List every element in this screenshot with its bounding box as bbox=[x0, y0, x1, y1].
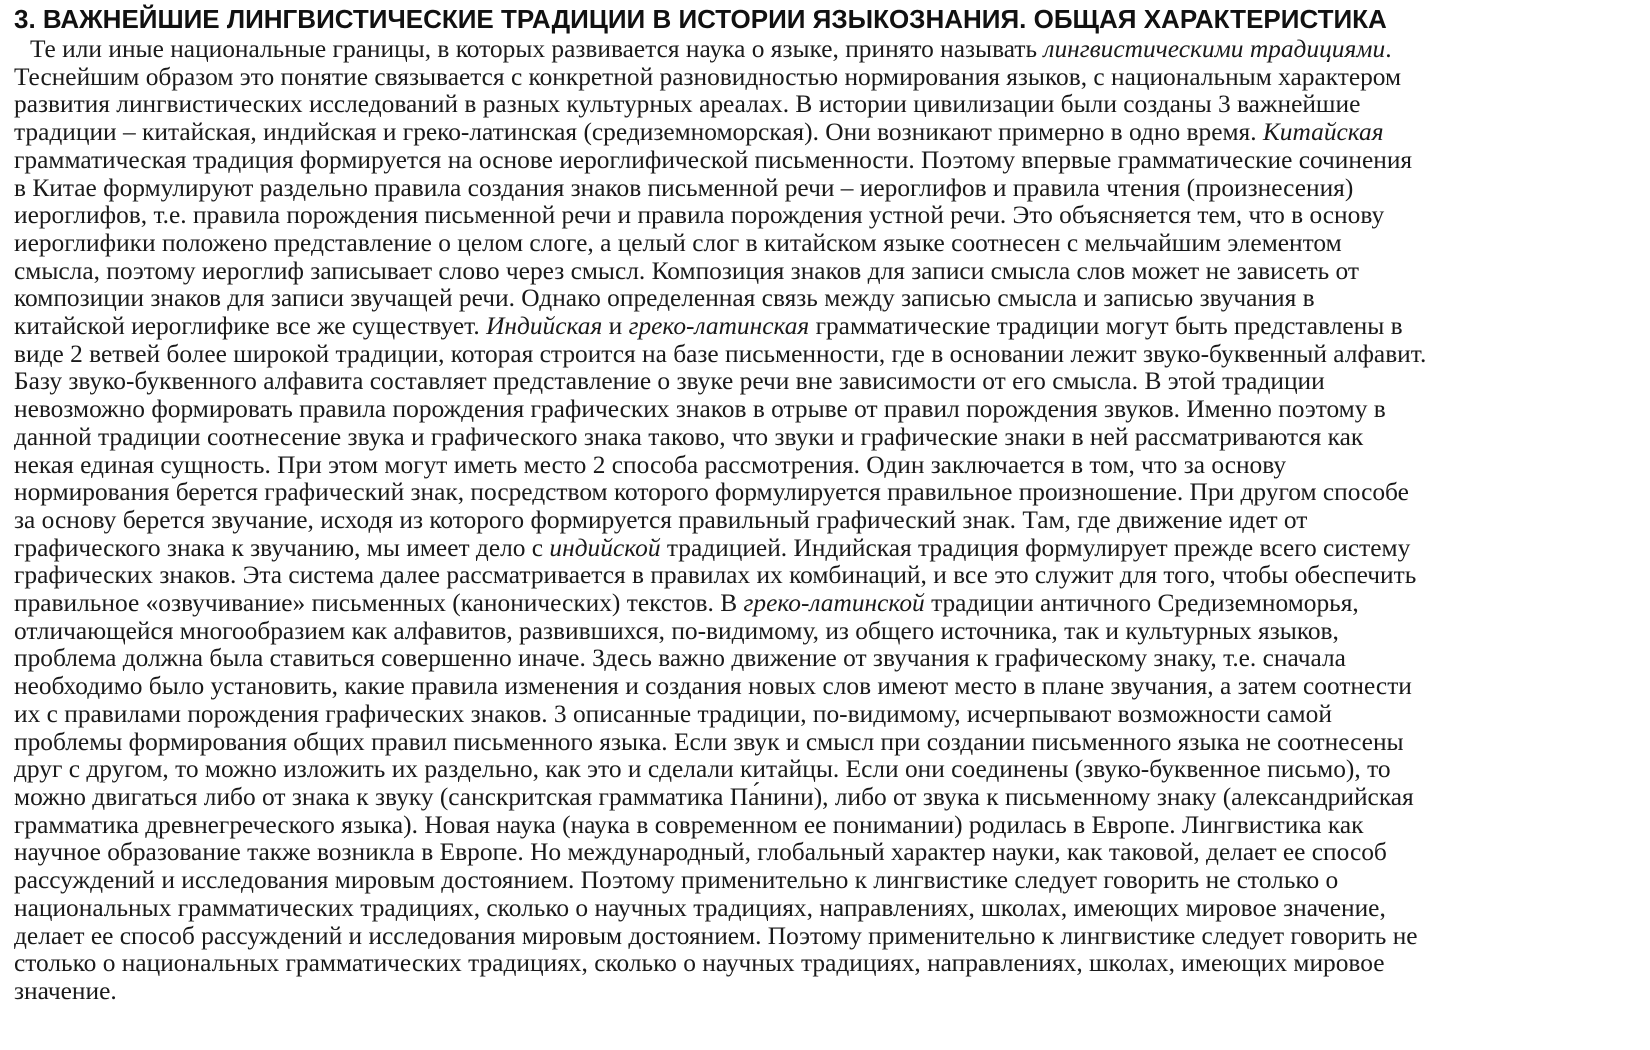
italic-term: индийской bbox=[549, 533, 661, 562]
text-line: Те или иные национальные границы, в которых развивается наука о языке, принято называть лингвистическими традициями. bbox=[30, 35, 1392, 63]
text-line: необходимо было установить, какие правила изменения и создания новых слов имеют место в плане звучания, а затем соотнести bbox=[14, 672, 1412, 701]
text-line: данной традиции соотнесение звука и графического знака таково, что звуки и графические знаки в ней рассматриваются как bbox=[14, 422, 1364, 451]
italic-term: греко-латинской bbox=[743, 589, 925, 618]
text-line: нормирования берется графический знак, посредством которого формулируется правильное произношение. При другом способе bbox=[14, 478, 1409, 507]
italic-term: Китайская bbox=[1262, 118, 1384, 147]
document-page bbox=[14, 2, 1638, 1006]
text-line: рассуждений и исследования мировым достоянием. Поэтому применительно к лингвистике следует говорить не столько о bbox=[14, 866, 1339, 895]
text-line: грамматика древнегреческого языка). Новая наука (наука в современном ее понимании) родилась в Европе. Лингвистика как bbox=[14, 810, 1364, 839]
text-line: иероглифики положено представление о целом слоге, а целый слог в китайском языке соотнесен с мельчайшим элементом bbox=[14, 228, 1342, 257]
text-line: делает ее способ рассуждений и исследования мировым достоянием. Поэтому применительно к лингвистике следует говорить не bbox=[14, 921, 1418, 950]
italic-term: греко-латинская bbox=[628, 312, 810, 341]
body-paragraph bbox=[14, 36, 1638, 1006]
text-line: смысла, поэтому иероглиф записывает слово через смысл. Композиция знаков для записи смысла слов может не зависеть от bbox=[14, 256, 1359, 285]
text-line: китайской иероглифике все же существует. Индийская и греко-латинская грамматические традиции могут быть представлены в bbox=[14, 312, 1403, 341]
text-line: их с правилами порождения графических знаков. 3 описанные традиции, по-видимому, исчерпывают возможности самой bbox=[14, 699, 1332, 728]
text-line: невозможно формировать правила порождения графических знаков в отрыве от правил порождения звуков. Именно поэтому в bbox=[14, 395, 1386, 424]
text-line: композиции знаков для записи звучащей речи. Однако определенная связь между записью смысла и записью звучания в bbox=[14, 284, 1315, 313]
text-line: столько о национальных грамматических традициях, сколько о научных традициях, направлениях, школах, имеющих мировое bbox=[14, 949, 1385, 978]
text-line: научное образование также возникла в Европе. Но международный, глобальный характер науки, как таковой, делает ее способ bbox=[14, 838, 1387, 867]
text-line: друг с другом, то можно изложить их раздельно, как это и сделали китайцы. Если они соединены (звуко-буквенное письмо), то bbox=[14, 755, 1391, 784]
text-line: некая единая сущность. При этом могут иметь место 2 способа рассмотрения. Один заключается в том, что за основу bbox=[14, 450, 1287, 479]
text-line: иероглифов, т.е. правила порождения письменной речи и правила порождения устной речи. Это объясняется тем, что в основу bbox=[14, 201, 1385, 230]
text-line: национальных грамматических традициях, сколько о научных традициях, направлениях, школах, имеющих мировое значение, bbox=[14, 893, 1386, 922]
italic-term: Индийская bbox=[486, 312, 603, 341]
text-line: в Китае формулируют раздельно правила создания знаков письменной речи – иероглифов и правила чтения (произнесения) bbox=[14, 173, 1354, 202]
text-line: графических знаков. Эта система далее рассматривается в правилах их комбинаций, и все это служит для того, чтобы обеспечить bbox=[14, 561, 1417, 590]
text-line: виде 2 ветвей более широкой традиции, которая строится на базе письменности, где в основании лежит звуко-буквенный алфавит. bbox=[14, 339, 1427, 368]
text-line: грамматическая традиция формируется на основе иероглифической письменности. Поэтому впервые грамматические сочинения bbox=[14, 145, 1413, 174]
text-line: за основу берется звучание, исходя из которого формируется правильный графический знак. Там, где движение идет от bbox=[14, 505, 1308, 534]
text-line: проблемы формирования общих правил письменного языка. Если звук и смысл при создании письменного языка не соотнесены bbox=[14, 727, 1404, 756]
text-line: Базу звуко-буквенного алфавита составляет представление о звуке речи вне зависимости от его смысла. В этой традиции bbox=[14, 367, 1325, 396]
italic-term: лингвистическими традициями bbox=[1043, 35, 1386, 63]
text-line: традиции – китайская, индийская и греко-латинская (средиземноморская). Они возникают примерно в одно время. Китайская bbox=[14, 118, 1384, 147]
text-line: можно двигаться либо от знака к звуку (санскритская грамматика Па́нини), либо от звука к письменному знаку (александрийская bbox=[14, 782, 1414, 811]
text-line: значение. bbox=[14, 976, 117, 1005]
text-line: Теснейшим образом это понятие связывается с конкретной разновидностью нормирования языков, с национальным характером bbox=[14, 62, 1402, 91]
text-line: правильное «озвучивание» письменных (канонических) текстов. В греко-латинской традиции античного Средиземноморья, bbox=[14, 589, 1359, 618]
text-line: отличающейся многообразием как алфавитов, развившихся, по-видимому, из общего источника, так и культурных языков, bbox=[14, 616, 1339, 645]
text-line: графического знака к звучанию, мы имеет дело с индийской традицией. Индийская традиция формулирует прежде всего систему bbox=[14, 533, 1411, 562]
text-line: проблема должна была ставиться совершенно иначе. Здесь важно движение от звучания к графическому знаку, т.е. сначала bbox=[14, 644, 1346, 673]
text-line: развития лингвистических исследований в разных культурных ареалах. В истории цивилизации были созданы 3 важнейшие bbox=[14, 90, 1361, 119]
section-title: 3. ВАЖНЕЙШИЕ ЛИНГВИСТИЧЕСКИЕ ТРАДИЦИИ В ИСТОРИИ ЯЗЫКОЗНАНИЯ. ОБЩАЯ ХАРАКТЕРИСТИКА bbox=[14, 4, 1387, 34]
